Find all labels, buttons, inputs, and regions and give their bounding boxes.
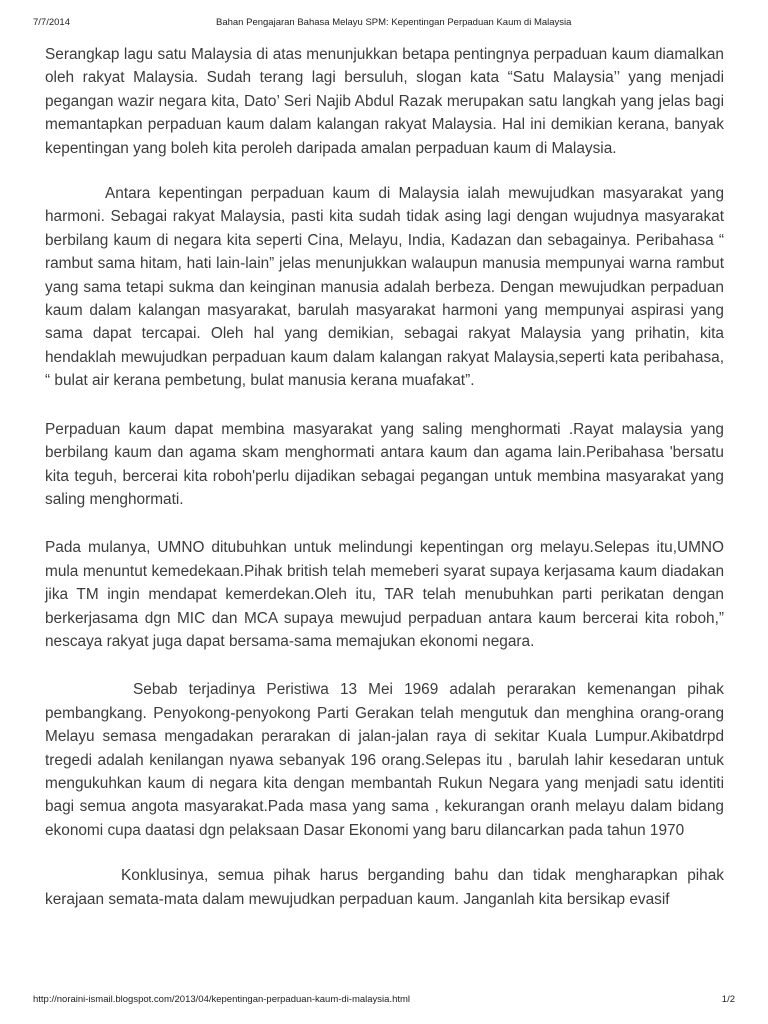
paragraph-intro: Serangkap lagu satu Malaysia di atas menunjukkan betapa pentingnya perpaduan kaum diamalkan oleh rakyat Malaysia. Sudah terang lagi bersuluh, slogan kata “Satu Malaysia’’ yang menjadi pegangan wazir negara kita, Dato’ Seri Najib Abdul Razak merupakan satu langkah yang jelas bagi memantapkan perpaduan kaum dalam kalangan rakyat Malaysia. Hal ini demikian kerana, banyak kepentingan yang boleh kita peroleh daripada amalan perpaduan kaum di Malaysia. <box>45 46 724 157</box>
paragraph-harmony: Antara kepentingan perpaduan kaum di Malaysia ialah mewujudkan masyarakat yang harmoni. Sebagai rakyat Malaysia, pasti kita sudah tidak asing lagi dengan wujudnya masyarakat berbilang kaum di negara kita seperti Cina, Melayu, India, Kadazan dan sebagainya. Peribahasa “ rambut sama hitam, hati lain-lain” jelas menunjukkan walaupun manusia mempunyai warna rambut yang sama tetapi sukma dan keinginan manusia adalah berbeza. Dengan mewujudkan perpaduan kaum dalam kalangan masyarakat, barulah masyarakat harmoni yang mempunyai aspirasi yang sama dapat tercapai. Oleh hal yang demikian, sebagai rakyat Malaysia yang prihatin, kita hendaklah mewujudkan perpaduan kaum dalam kalangan rakyat Malaysia,seperti kata peribahasa, “ bulat air kerana pembetung, bulat manusia kerana muafakat”. <box>45 185 724 390</box>
article-body <box>45 43 724 911</box>
paragraph-umno: Pada mulanya, UMNO ditubuhkan untuk melindungi kepentingan org melayu.Selepas itu,UMNO mula menuntut kemedekaan.Pihak british telah memeberi syarat supaya kerjasama kaum diadakan jika TM ingin mendapat kemerdekan.Oleh itu, TAR telah menubuhkan parti perikatan dengan berkerjasama dgn MIC dan MCA supaya mewujud perpaduan antara kaum bercerai kita roboh,” nescaya rakyat juga dapat bersama-sama memajukan ekonomi negara. <box>45 539 724 650</box>
source-url: http://noraini-ismail.blogspot.com/2013/04/kepentingan-perpaduan-kaum-di-malaysia.html <box>33 994 411 1005</box>
paragraph-may13: Sebab terjadinya Peristiwa 13 Mei 1969 adalah perarakan kemenangan pihak pembangkang. Penyokong-penyokong Parti Gerakan telah mengutuk dan menghina orang-orang Melayu semasa mengadakan perarakan di jalan-jalan raya di sekitar Kuala Lumpur.Akibatdrpd tregedi adalah kenilangan nyawa sebanyak 196 orang.Selepas itu , barulah lahir kesedaran untuk mengukuhkan kaum di negara kita dengan membantah Rukun Negara yang menjadi satu identiti bagi semua angota masyarakat.Pada masa yang sama , kekurangan oranh melayu dalam bidang ekonomi cupa daatasi dgn pelaksaan Dasar Ekonomi yang baru dilancarkan pada tahun 1970 <box>45 681 724 839</box>
print-date: 7/7/2014 <box>33 17 70 28</box>
paragraph-respect: Perpaduan kaum dapat membina masyarakat yang saling menghormati .Rayat malaysia yang berbilang kaum dan agama skam menghormati antara kaum dan agama lain.Peribahasa 'bersatu kita teguh, bercerai kita roboh'perlu dijadikan sebagai pegangan untuk membina masyarakat yang saling menghormati. <box>45 420 724 508</box>
page-number: 1/2 <box>721 994 735 1005</box>
page-title: Bahan Pengajaran Bahasa Melayu SPM: Kepentingan Perpaduan Kaum di Malaysia <box>216 17 572 28</box>
paragraph-conclusion: Konklusinya, semua pihak harus berganding bahu dan tidak mengharapkan pihak kerajaan semata-mata dalam mewujudkan perpaduan kaum. Janganlah kita bersikap evasif <box>45 867 724 908</box>
